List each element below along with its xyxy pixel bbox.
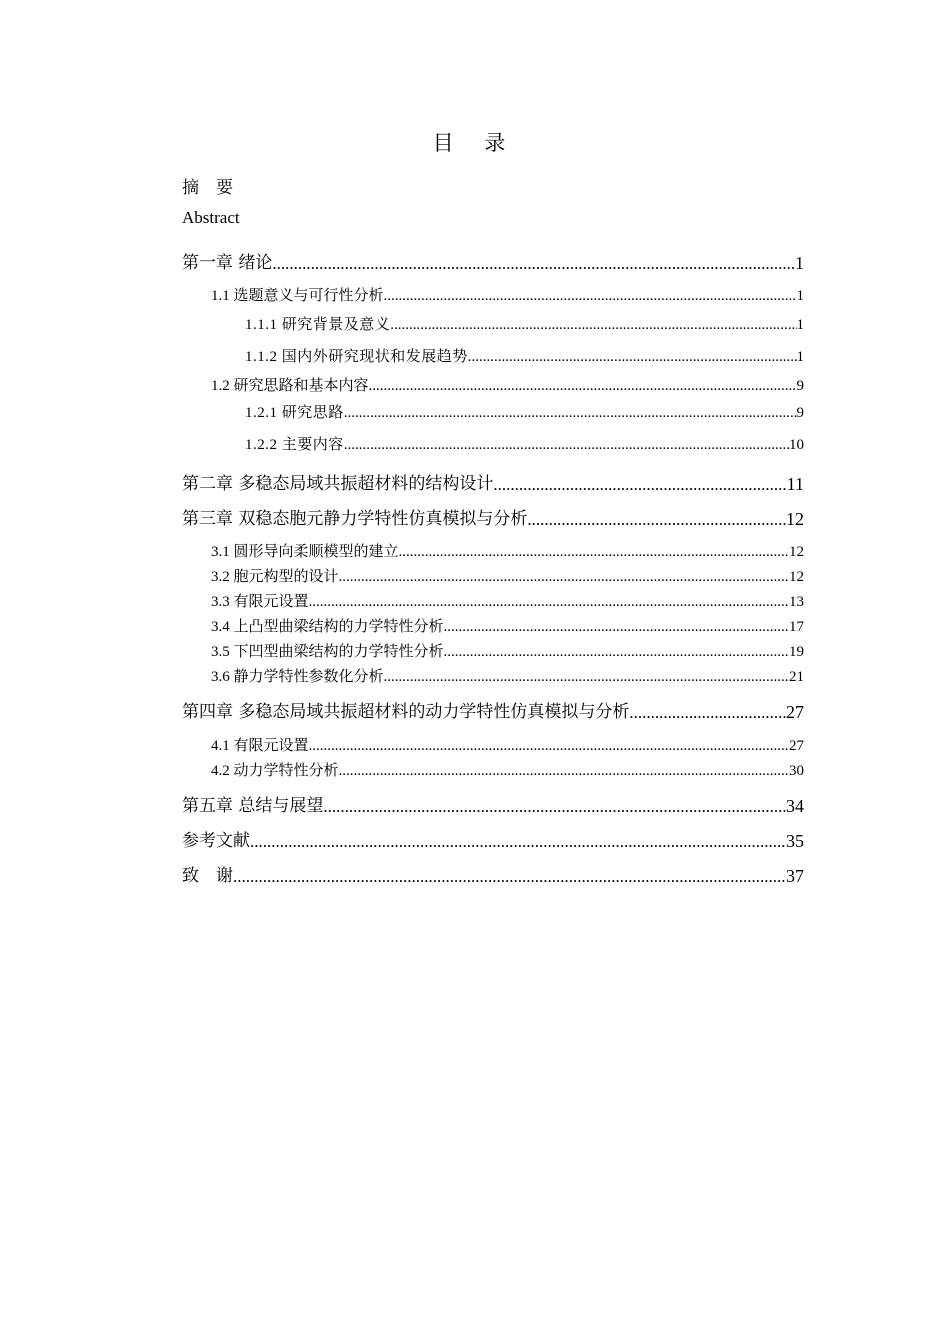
toc-entry-label: 3.5 下凹型曲梁结构的力学特性分析 <box>211 644 444 660</box>
toc-title: 目 录 <box>432 131 518 155</box>
toc-entry[interactable] <box>245 438 804 453</box>
toc-entry-page: 30 <box>789 763 804 779</box>
toc-entry-label: 第一章 绪论 <box>182 253 273 273</box>
toc-leader-dots <box>323 798 786 815</box>
toc-entry[interactable] <box>211 379 804 394</box>
toc-entry-label: 参考文献 <box>182 831 250 851</box>
toc-entry-page: 35 <box>786 831 804 851</box>
toc-entry[interactable] <box>245 406 804 421</box>
toc-entry-label: 1.2.1 研究思路 <box>245 405 344 421</box>
toc-leader-dots <box>444 620 789 635</box>
toc-entry-page: 27 <box>786 702 804 722</box>
toc-entry[interactable] <box>245 350 804 365</box>
toc-leader-dots <box>399 545 789 560</box>
toc-leader-dots <box>309 739 789 754</box>
toc-leader-dots <box>629 704 786 721</box>
toc-entry-label: 3.2 胞元构型的设计 <box>211 569 339 585</box>
toc-entry-page: 12 <box>789 544 804 560</box>
toc-leader-dots <box>250 833 786 850</box>
toc-entry-label: 3.4 上凸型曲梁结构的力学特性分析 <box>211 619 444 635</box>
toc-entry-label: 第四章 多稳态局域共振超材料的动力学特性仿真模拟与分析 <box>182 702 630 722</box>
toc-entry-page: 13 <box>789 594 804 610</box>
toc-entry-label: 4.1 有限元设置 <box>211 738 309 754</box>
toc-leader-dots <box>369 379 797 394</box>
toc-leader-dots <box>233 868 786 885</box>
toc-entry-label: 3.6 静力学特性参数化分析 <box>211 669 384 685</box>
toc-leader-dots <box>339 570 789 585</box>
toc-entry-label: 第五章 总结与展望 <box>182 796 324 816</box>
toc-entry-label: 致 谢 <box>182 866 233 886</box>
toc-entry[interactable] <box>182 703 804 721</box>
toc-entry-page: 21 <box>789 669 804 685</box>
toc-entry-label: 3.3 有限元设置 <box>211 594 309 610</box>
toc-leader-dots <box>384 289 797 304</box>
toc-entry-page: 1 <box>796 288 804 304</box>
abstract-en-heading: Abstract <box>182 208 240 227</box>
toc-entry[interactable] <box>211 545 804 560</box>
toc-entry[interactable] <box>211 570 804 585</box>
toc-entry-page: 1 <box>795 253 804 273</box>
toc-entry[interactable] <box>182 867 804 885</box>
toc-leader-dots <box>344 406 797 421</box>
toc-leader-dots <box>339 764 789 779</box>
toc-leader-dots <box>272 255 795 272</box>
toc-entry-label: 1.2.2 主要内容 <box>245 437 344 453</box>
toc-entry[interactable] <box>211 620 804 635</box>
toc-leader-dots <box>527 511 786 528</box>
toc-entry-label: 3.1 圆形导向柔顺模型的建立 <box>211 544 399 560</box>
toc-entry[interactable] <box>245 318 804 333</box>
toc-entry-label: 1.1 选题意义与可行性分析 <box>211 288 384 304</box>
toc-leader-dots <box>390 318 796 333</box>
toc-entry[interactable] <box>182 254 804 272</box>
toc-leader-dots <box>384 670 789 685</box>
toc-leader-dots <box>468 350 797 365</box>
toc-entry-page: 9 <box>796 405 804 421</box>
toc-entry[interactable] <box>182 832 804 850</box>
toc-entry[interactable] <box>211 764 804 779</box>
toc-entry-page: 1 <box>796 317 804 333</box>
toc-entry-page: 27 <box>789 738 804 754</box>
toc-entry-page: 9 <box>796 378 804 394</box>
toc-entry[interactable] <box>211 739 804 754</box>
toc-entry-label: 第三章 双稳态胞元静力学特性仿真模拟与分析 <box>182 509 528 529</box>
toc-entry[interactable] <box>211 595 804 610</box>
abstract-cn-heading: 摘 要 <box>182 178 233 198</box>
toc-entry[interactable] <box>182 797 804 815</box>
toc-entry-page: 1 <box>796 349 804 365</box>
toc-entry[interactable] <box>211 645 804 660</box>
toc-entry[interactable] <box>211 670 804 685</box>
toc-entry-page: 19 <box>789 644 804 660</box>
toc-entry-page: 12 <box>786 509 804 529</box>
toc-entry-page: 37 <box>786 866 804 886</box>
toc-entry-page: 17 <box>789 619 804 635</box>
toc-leader-dots <box>344 438 789 453</box>
toc-entry-label: 4.2 动力学特性分析 <box>211 763 339 779</box>
toc-entry[interactable] <box>182 510 804 528</box>
toc-entry[interactable] <box>182 475 804 493</box>
toc-entry-label: 1.1.1 研究背景及意义 <box>245 317 391 333</box>
toc-entry-page: 11 <box>786 474 804 494</box>
toc-entry-page: 10 <box>789 437 804 453</box>
toc-entry-label: 1.1.2 国内外研究现状和发展趋势 <box>245 349 468 365</box>
toc-entry[interactable] <box>211 289 804 304</box>
toc-entry-label: 第二章 多稳态局域共振超材料的结构设计 <box>182 474 494 494</box>
toc-entry-page: 12 <box>789 569 804 585</box>
toc-leader-dots <box>493 476 786 493</box>
toc-entry-label: 1.2 研究思路和基本内容 <box>211 378 369 394</box>
toc-leader-dots <box>444 645 789 660</box>
toc-entry-page: 34 <box>786 796 804 816</box>
toc-leader-dots <box>309 595 789 610</box>
